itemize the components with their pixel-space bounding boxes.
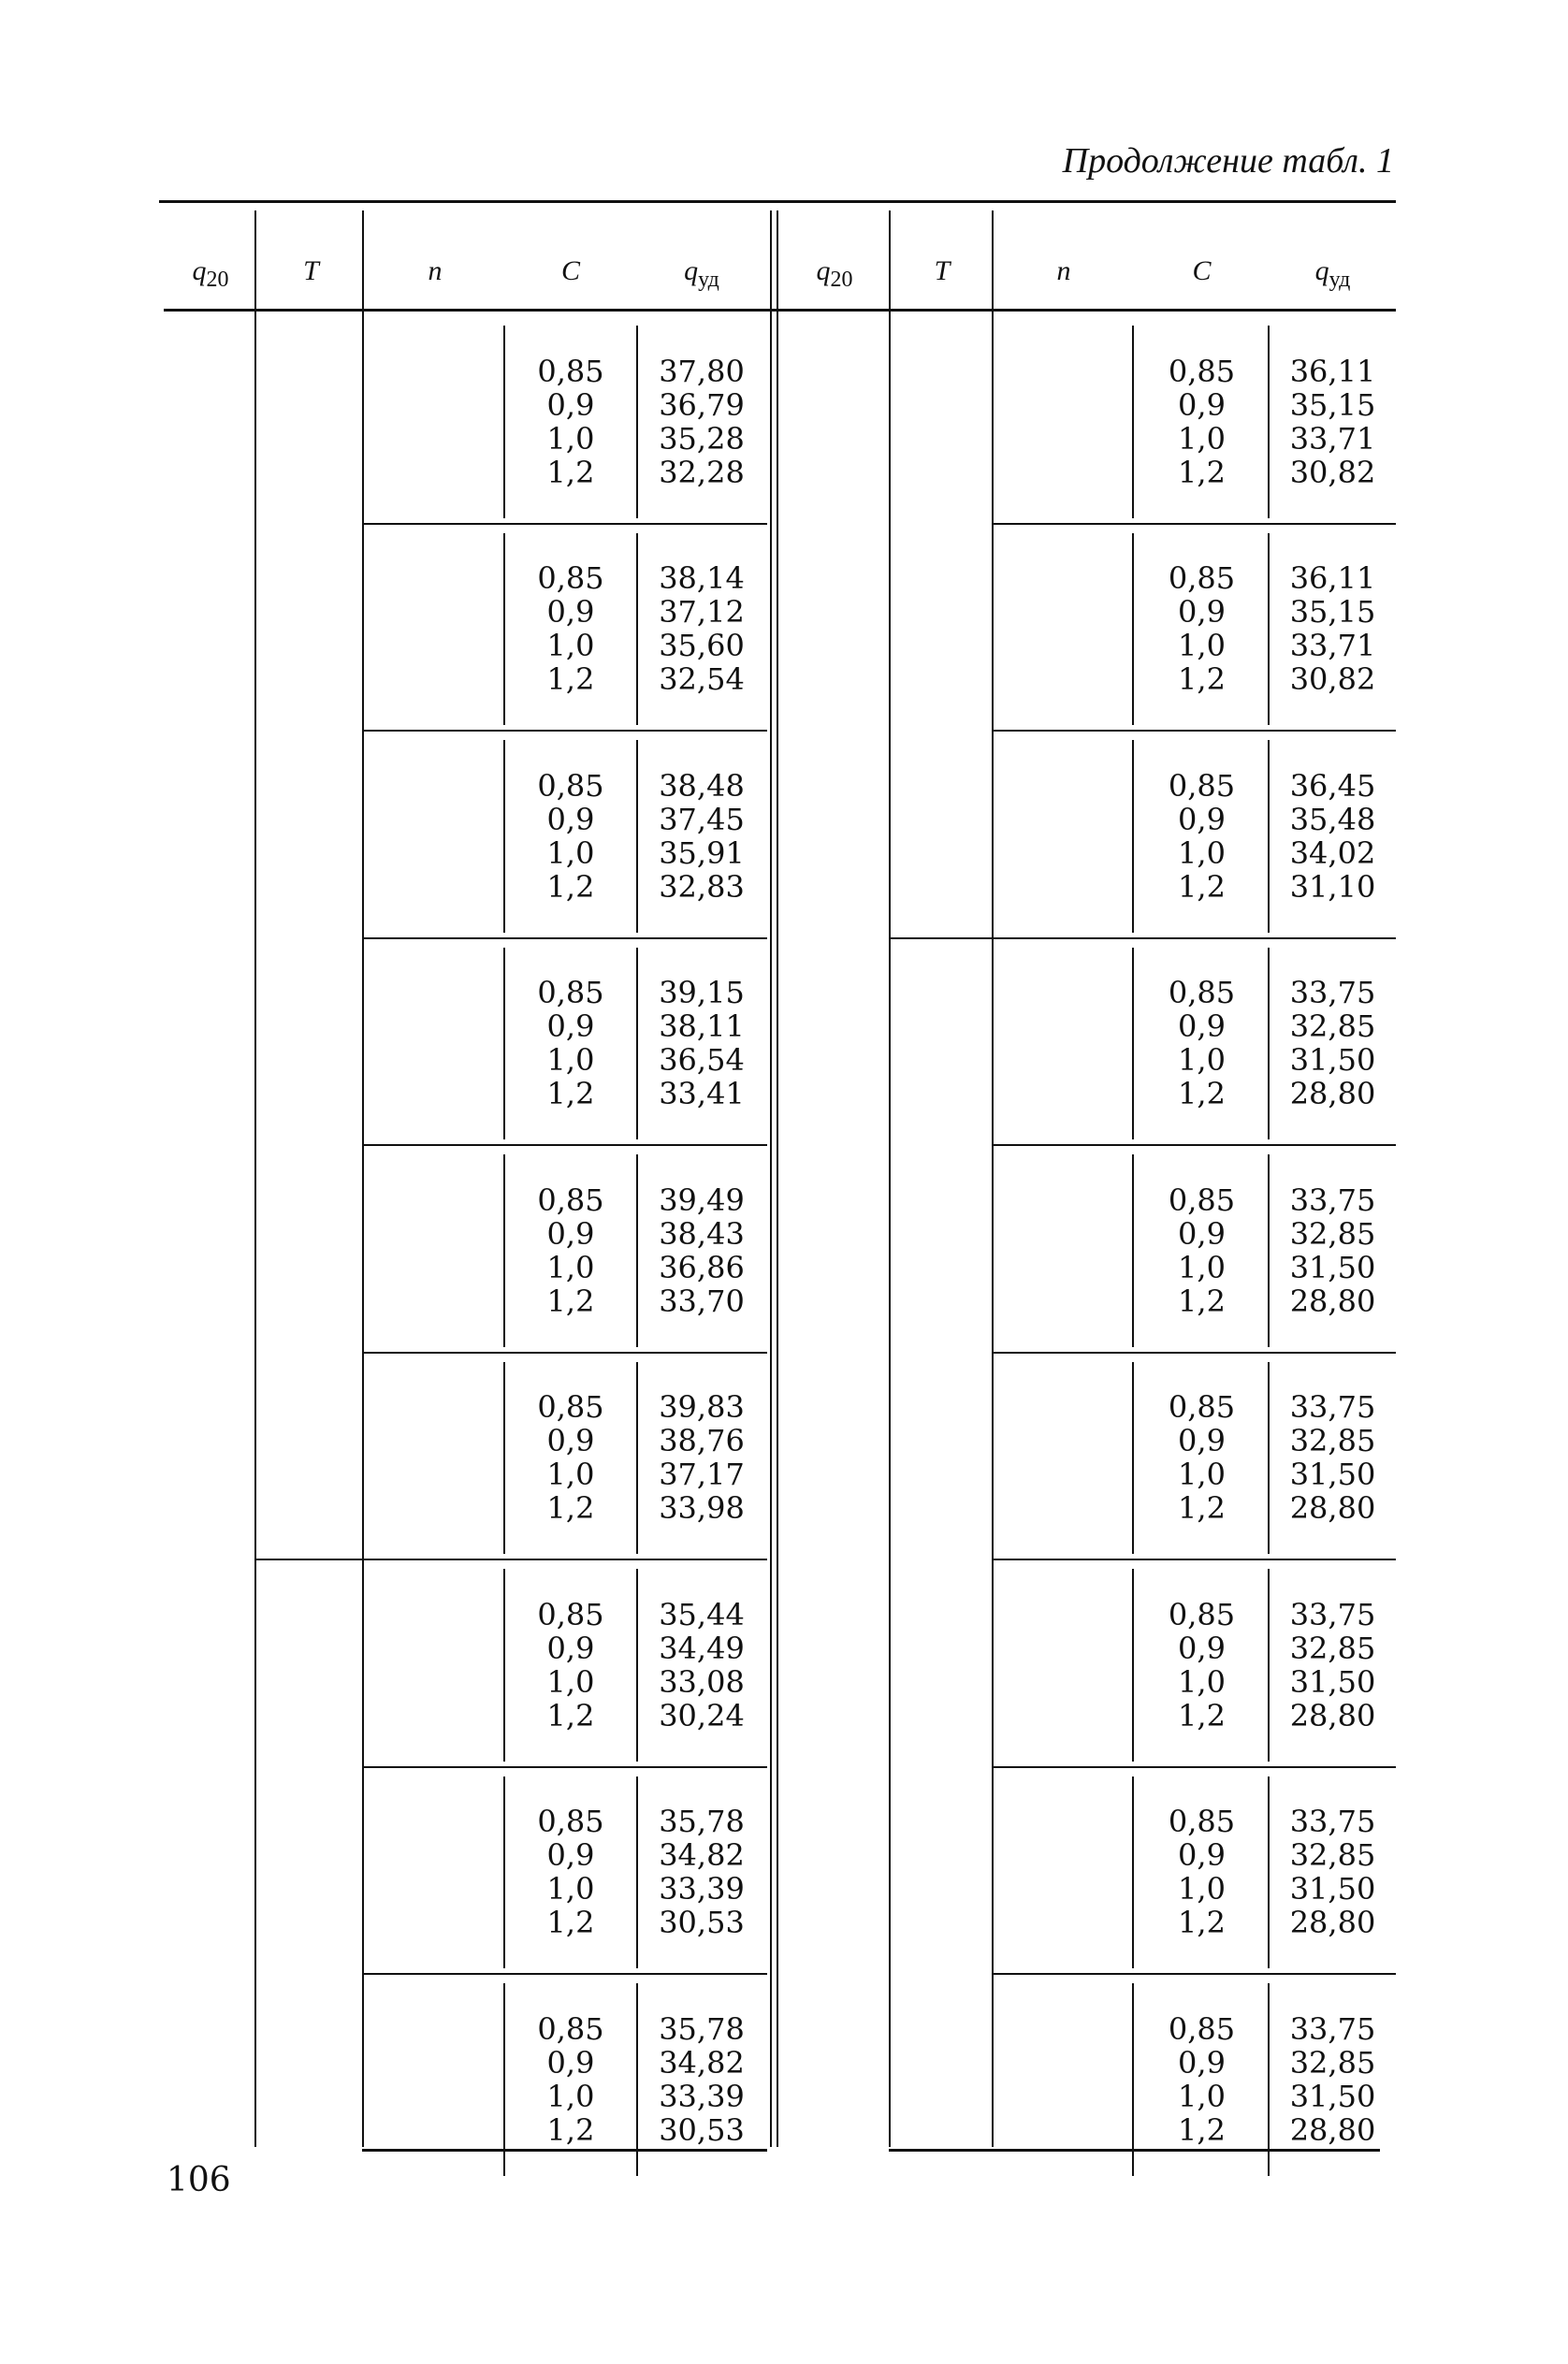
divider-c: [503, 533, 505, 726]
qud-value: 37,80: [659, 353, 745, 389]
qud-values: [636, 1147, 767, 1355]
divider-c: [1132, 1154, 1134, 1347]
qud-value: 35,78: [659, 2010, 745, 2047]
header-qud-left: $q_{уд}$: [684, 255, 719, 292]
row-divider: [364, 1352, 767, 1354]
qud-values: [636, 1769, 767, 1977]
c-value: 1,0: [1178, 420, 1226, 457]
c-value: 0,85: [1168, 2010, 1236, 2047]
c-values: [1134, 732, 1270, 940]
n-value: [994, 318, 1134, 526]
c-value: 0,85: [537, 1182, 604, 1218]
qud-values: [1270, 318, 1396, 526]
row-divider: [364, 1766, 767, 1768]
c-value: 1,0: [1178, 1457, 1226, 1493]
qud-value: 33,71: [1289, 628, 1376, 664]
qud-value: 35,15: [1289, 386, 1376, 423]
qud-value: 28,80: [1289, 1283, 1376, 1319]
c-value: 1,0: [546, 628, 595, 664]
group-divider: [891, 937, 994, 939]
c-value: 1,2: [1178, 868, 1226, 905]
c-value: 0,85: [537, 767, 604, 804]
qud-value: 38,48: [659, 767, 745, 804]
n-value: [364, 318, 505, 526]
c-value: 0,9: [1178, 386, 1226, 423]
c-value: 1,2: [546, 1697, 595, 1733]
qud-value: 33,70: [659, 1283, 745, 1319]
qud-value: 35,44: [659, 1596, 745, 1632]
c-value: 1,2: [546, 454, 595, 490]
divider-c: [503, 1777, 505, 1969]
c-value: 0,9: [546, 801, 595, 837]
c-value: 1,2: [546, 1490, 595, 1527]
divider-c: [1132, 1569, 1134, 1762]
header-qud-right: $q_{уд}$: [1314, 255, 1351, 292]
qud-value: 38,43: [659, 1215, 745, 1252]
header-t-right: T: [934, 255, 951, 286]
divider-c: [503, 1154, 505, 1347]
qud-value: 33,75: [1289, 1389, 1376, 1426]
qud-value: 33,39: [659, 2078, 745, 2114]
qud-value: 31,50: [1289, 1457, 1376, 1493]
divider-c: [1132, 1983, 1134, 2176]
qud-value: 33,75: [1289, 975, 1376, 1011]
q20-value-left: [164, 318, 254, 2183]
qud-values: [1270, 732, 1396, 940]
qud-value: 30,82: [1289, 454, 1376, 490]
divider-qud: [1268, 1362, 1270, 1555]
header-c-left: C: [560, 255, 580, 286]
qud-value: 33,71: [1289, 420, 1376, 457]
qud-value: 28,80: [1289, 1490, 1376, 1527]
n-value: [994, 732, 1134, 940]
n-value: [994, 1147, 1134, 1355]
qud-values: [636, 1976, 767, 2183]
c-value: 0,9: [1178, 1215, 1226, 1252]
divider-qud: [1268, 326, 1270, 518]
n-value: [364, 1147, 505, 1355]
qud-value: 28,80: [1289, 1076, 1376, 1112]
divider-c: [1132, 740, 1134, 933]
divider-c: [503, 740, 505, 933]
c-value: 0,9: [1178, 2044, 1226, 2081]
qud-value: 35,28: [659, 420, 745, 457]
divider-center-double-a: [770, 210, 772, 2147]
temperature-value: [891, 940, 992, 2183]
divider-c: [1132, 533, 1134, 726]
c-value: 1,0: [1178, 1871, 1226, 1907]
divider-c: [503, 1362, 505, 1555]
qud-values: [636, 1561, 767, 1769]
qud-value: 32,85: [1289, 1215, 1376, 1252]
n-value: [364, 1976, 505, 2183]
table-top-rule: [159, 200, 1396, 203]
qud-values: [636, 1355, 767, 1562]
c-values: [505, 1769, 636, 1977]
qud-value: 31,50: [1289, 1871, 1376, 1907]
divider-c: [503, 1569, 505, 1762]
divider-c: [1132, 326, 1134, 518]
c-values: [1134, 1355, 1270, 1562]
c-value: 0,9: [1178, 801, 1226, 837]
c-value: 1,2: [1178, 1283, 1226, 1319]
header-q20-right: $q_{20}$: [816, 255, 853, 292]
divider-qud: [1268, 1777, 1270, 1969]
c-value: 0,9: [1178, 1630, 1226, 1666]
qud-value: 33,75: [1289, 2010, 1376, 2047]
divider-qud: [636, 533, 638, 726]
c-values: [1134, 1147, 1270, 1355]
qud-value: 34,82: [659, 2044, 745, 2081]
divider-c: [1132, 1362, 1134, 1555]
qud-value: 30,53: [659, 2111, 745, 2148]
divider-qud: [636, 1154, 638, 1347]
qud-value: 32,85: [1289, 1630, 1376, 1666]
row-divider: [364, 1973, 767, 1975]
c-value: 0,9: [1178, 1008, 1226, 1045]
temperature-value: [891, 318, 992, 940]
divider-qud: [636, 1569, 638, 1762]
qud-value: 33,08: [659, 1663, 745, 1700]
n-value: [994, 1976, 1134, 2183]
qud-value: 33,98: [659, 1490, 745, 1527]
c-value: 0,85: [537, 1596, 604, 1632]
c-value: 0,85: [1168, 353, 1236, 389]
n-value: [994, 1355, 1134, 1562]
qud-value: 32,85: [1289, 1423, 1376, 1459]
row-divider: [994, 1766, 1396, 1768]
qud-values: [1270, 1355, 1396, 1562]
divider-qud: [1268, 740, 1270, 933]
qud-value: 33,41: [659, 1076, 745, 1112]
qud-value: 38,76: [659, 1423, 745, 1459]
qud-value: 33,75: [1289, 1182, 1376, 1218]
qud-value: 34,82: [659, 1837, 745, 1874]
divider-qud: [636, 740, 638, 933]
row-divider: [364, 1559, 767, 1560]
c-value: 1,0: [546, 1871, 595, 1907]
c-value: 0,85: [1168, 560, 1236, 597]
n-value: [994, 940, 1134, 1148]
c-value: 1,0: [1178, 628, 1226, 664]
q20-value-right: [778, 318, 889, 2183]
divider-qud: [636, 326, 638, 518]
n-value: [364, 526, 505, 733]
c-value: 0,9: [546, 1423, 595, 1459]
qud-value: 35,48: [1289, 801, 1376, 837]
c-value: 1,2: [546, 2111, 595, 2148]
qud-value: 36,11: [1289, 353, 1376, 389]
c-values: [505, 1355, 636, 1562]
qud-value: 31,50: [1289, 2078, 1376, 2114]
c-value: 0,85: [1168, 1389, 1236, 1426]
n-value: [364, 1769, 505, 1977]
qud-values: [1270, 1147, 1396, 1355]
divider-c: [503, 1983, 505, 2176]
row-divider: [994, 937, 1396, 939]
qud-value: 36,11: [1289, 560, 1376, 597]
qud-value: 32,54: [659, 661, 745, 698]
qud-value: 36,45: [1289, 767, 1376, 804]
n-value: [364, 1355, 505, 1562]
c-value: 1,0: [546, 1249, 595, 1285]
qud-value: 35,15: [1289, 594, 1376, 631]
c-value: 1,2: [546, 1283, 595, 1319]
c-value: 1,0: [1178, 834, 1226, 871]
c-value: 1,0: [546, 834, 595, 871]
c-values: [505, 526, 636, 733]
divider-c: [1132, 948, 1134, 1140]
n-value: [364, 940, 505, 1148]
qud-values: [636, 940, 767, 1148]
qud-value: 31,50: [1289, 1663, 1376, 1700]
row-divider: [994, 1144, 1396, 1146]
c-values: [505, 1976, 636, 2183]
row-divider: [994, 1352, 1396, 1354]
divider-qud: [636, 1983, 638, 2176]
qud-value: 35,60: [659, 628, 745, 664]
qud-values: [636, 526, 767, 733]
qud-values: [636, 318, 767, 526]
c-value: 0,85: [537, 2010, 604, 2047]
n-value: [994, 1561, 1134, 1769]
qud-value: 36,86: [659, 1249, 745, 1285]
qud-value: 28,80: [1289, 2111, 1376, 2148]
header-n-left: n: [428, 255, 443, 286]
c-value: 0,85: [537, 1389, 604, 1426]
c-value: 1,0: [546, 420, 595, 457]
qud-values: [1270, 526, 1396, 733]
c-value: 0,9: [1178, 1423, 1226, 1459]
divider-qud: [1268, 533, 1270, 726]
qud-value: 31,10: [1289, 868, 1376, 905]
qud-value: 30,53: [659, 1905, 745, 1941]
c-value: 1,2: [546, 868, 595, 905]
qud-value: 32,85: [1289, 1837, 1376, 1874]
c-value: 1,0: [1178, 1042, 1226, 1079]
c-value: 1,2: [546, 661, 595, 698]
c-value: 0,85: [1168, 975, 1236, 1011]
c-value: 1,2: [1178, 2111, 1226, 2148]
n-value: [994, 526, 1134, 733]
c-value: 1,0: [546, 1042, 595, 1079]
row-divider: [994, 1559, 1396, 1560]
temperature-value: [256, 1561, 362, 2183]
c-values: [505, 940, 636, 1148]
row-divider: [994, 523, 1396, 525]
header-bottom-rule: [164, 309, 1396, 312]
c-values: [505, 318, 636, 526]
qud-value: 37,12: [659, 594, 745, 631]
c-value: 0,85: [537, 353, 604, 389]
c-value: 1,2: [1178, 1490, 1226, 1527]
row-divider: [364, 523, 767, 525]
qud-value: 35,78: [659, 1804, 745, 1840]
header-t-left: T: [303, 255, 319, 286]
qud-value: 30,24: [659, 1697, 745, 1733]
c-value: 1,0: [546, 2078, 595, 2114]
qud-values: [1270, 1976, 1396, 2183]
c-value: 1,0: [1178, 2078, 1226, 2114]
qud-value: 36,54: [659, 1042, 745, 1079]
header-n-right: n: [1056, 255, 1071, 286]
header-q20-left: $q_{20}$: [192, 255, 229, 292]
divider-qud: [1268, 1983, 1270, 2176]
qud-value: 35,91: [659, 834, 745, 871]
qud-value: 28,80: [1289, 1905, 1376, 1941]
page-number: 106: [167, 2161, 231, 2199]
qud-value: 31,50: [1289, 1042, 1376, 1079]
c-value: 1,2: [1178, 454, 1226, 490]
c-value: 0,85: [537, 560, 604, 597]
qud-value: 36,79: [659, 386, 745, 423]
qud-value: 31,50: [1289, 1249, 1376, 1285]
qud-value: 39,49: [659, 1182, 745, 1218]
divider-c: [503, 948, 505, 1140]
qud-value: 28,80: [1289, 1697, 1376, 1733]
divider-qud: [1268, 1569, 1270, 1762]
qud-value: 32,28: [659, 454, 745, 490]
qud-value: 34,49: [659, 1630, 745, 1666]
c-value: 0,85: [1168, 1182, 1236, 1218]
c-value: 1,0: [546, 1663, 595, 1700]
c-value: 0,9: [546, 594, 595, 631]
c-values: [1134, 1976, 1270, 2183]
c-value: 0,9: [1178, 1837, 1226, 1874]
n-value: [364, 1561, 505, 1769]
c-values: [1134, 940, 1270, 1148]
c-value: 0,85: [1168, 767, 1236, 804]
c-value: 0,85: [1168, 1804, 1236, 1840]
c-value: 1,2: [1178, 661, 1226, 698]
c-values: [505, 1561, 636, 1769]
divider-qud: [636, 948, 638, 1140]
c-values: [1134, 318, 1270, 526]
qud-value: 33,39: [659, 1871, 745, 1907]
c-value: 1,2: [546, 1905, 595, 1941]
group-divider: [256, 1559, 364, 1560]
qud-values: [1270, 1561, 1396, 1769]
divider-c: [1132, 1777, 1134, 1969]
qud-values: [636, 732, 767, 940]
temperature-value: [256, 318, 362, 1561]
header-c-right: C: [1192, 255, 1212, 286]
row-divider: [364, 937, 767, 939]
qud-value: 38,11: [659, 1008, 745, 1045]
c-value: 0,9: [546, 1837, 595, 1874]
c-values: [1134, 1561, 1270, 1769]
qud-value: 34,02: [1289, 834, 1376, 871]
divider-qud: [1268, 1154, 1270, 1347]
qud-value: 39,15: [659, 975, 745, 1011]
c-values: [1134, 1769, 1270, 1977]
row-divider: [364, 730, 767, 732]
qud-value: 37,45: [659, 801, 745, 837]
c-value: 1,2: [1178, 1697, 1226, 1733]
row-divider: [364, 1144, 767, 1146]
c-value: 0,9: [546, 1008, 595, 1045]
qud-value: 30,82: [1289, 661, 1376, 698]
qud-value: 38,14: [659, 560, 745, 597]
c-value: 0,9: [546, 1215, 595, 1252]
c-value: 0,9: [1178, 594, 1226, 631]
divider-qud: [636, 1777, 638, 1969]
qud-value: 32,85: [1289, 2044, 1376, 2081]
c-values: [1134, 526, 1270, 733]
divider-c: [503, 326, 505, 518]
row-divider: [994, 730, 1396, 732]
c-value: 1,2: [1178, 1076, 1226, 1112]
c-value: 0,85: [537, 1804, 604, 1840]
qud-value: 39,83: [659, 1389, 745, 1426]
c-value: 1,0: [1178, 1663, 1226, 1700]
c-value: 1,0: [546, 1457, 595, 1493]
c-value: 1,2: [1178, 1905, 1226, 1941]
table-caption: Продолжение табл. 1: [1062, 141, 1394, 181]
n-value: [994, 1769, 1134, 1977]
qud-value: 33,75: [1289, 1804, 1376, 1840]
c-value: 1,2: [546, 1076, 595, 1112]
c-value: 0,85: [1168, 1596, 1236, 1632]
c-values: [505, 1147, 636, 1355]
c-value: 1,0: [1178, 1249, 1226, 1285]
qud-values: [1270, 1769, 1396, 1977]
qud-value: 37,17: [659, 1457, 745, 1493]
qud-value: 32,83: [659, 868, 745, 905]
divider-qud: [636, 1362, 638, 1555]
c-value: 0,9: [546, 2044, 595, 2081]
n-value: [364, 732, 505, 940]
row-divider: [994, 1973, 1396, 1975]
c-values: [505, 732, 636, 940]
c-value: 0,9: [546, 386, 595, 423]
c-value: 0,9: [546, 1630, 595, 1666]
c-value: 0,85: [537, 975, 604, 1011]
qud-values: [1270, 940, 1396, 1148]
qud-value: 33,75: [1289, 1596, 1376, 1632]
qud-value: 32,85: [1289, 1008, 1376, 1045]
divider-qud: [1268, 948, 1270, 1140]
